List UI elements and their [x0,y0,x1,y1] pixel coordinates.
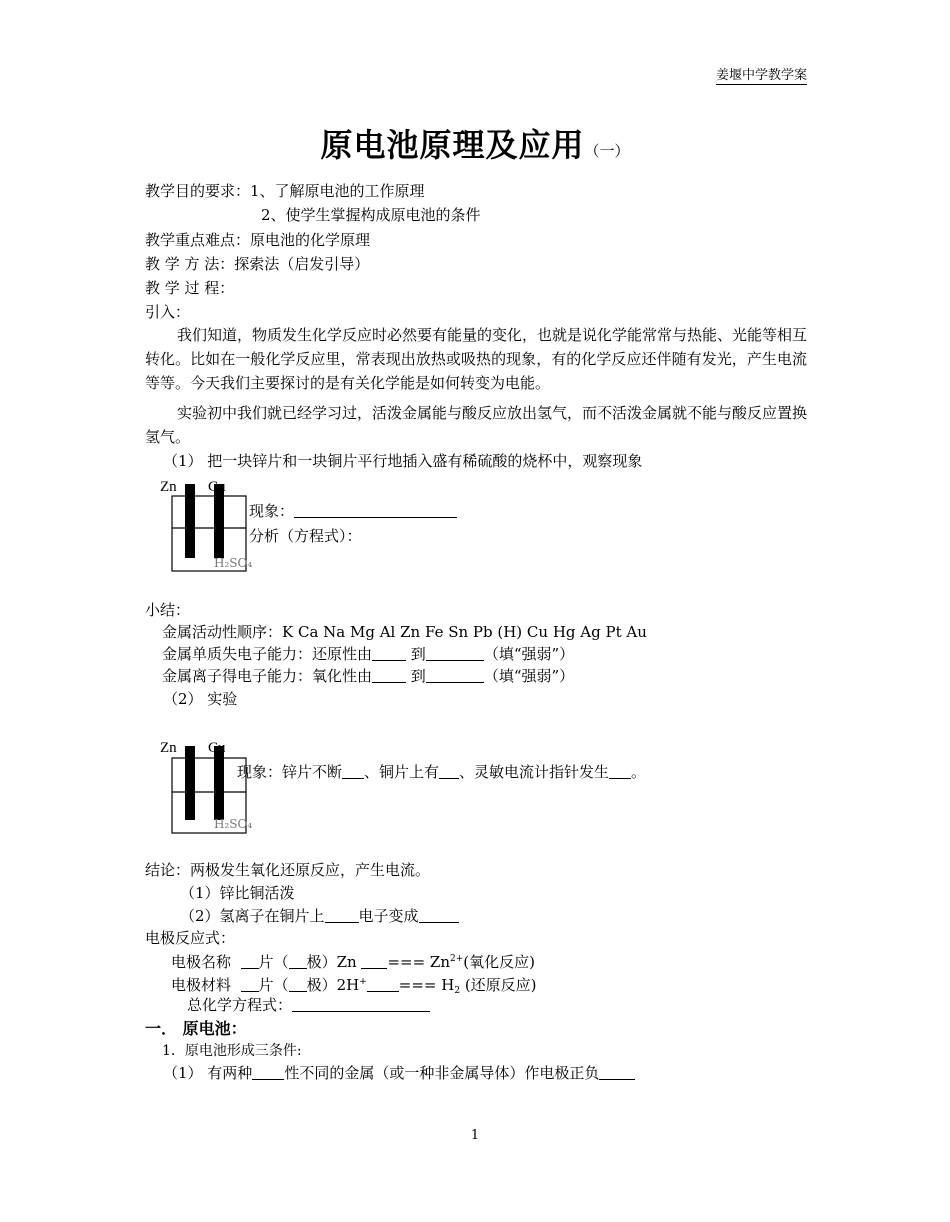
electrode-name-blank-2[interactable] [289,953,307,969]
phenomenon-blank[interactable] [294,502,457,518]
zinc-label: Zn [160,479,177,495]
title-sub: （一） [584,142,630,160]
summary-label: 小结： [145,601,191,619]
phenomenon-line-2: 现象：锌片不断 、铜片上有 、灵敏电流计指针发生 。 [237,763,647,781]
teaching-method: 教 学 方 法：探索法（启发引导） [145,255,370,273]
title-main: 原电池原理及应用 [320,126,585,164]
zinc-label-2: Zn [160,740,177,756]
electrode-mat-blank-1[interactable] [241,976,259,992]
oxidizing-blank-2[interactable] [426,667,484,683]
phen2-blank-3[interactable] [609,763,631,779]
reducing-blank-2[interactable] [426,645,484,661]
total-equation-line: 总化学方程式： [187,995,430,1015]
electrode-mat-blank-2[interactable] [289,976,307,992]
document-header: 姜堰中学教学案 [715,68,807,83]
electrode-mat-blank-3[interactable] [367,976,399,992]
experiment-2-text: （2） 实验 [163,690,238,708]
conclusion-item-2: （2）氢离子在铜片上 电子变成 [180,906,459,926]
intro-paragraph-1: 我们知道，物质发生化学反应时必然要有能量的变化，也就是说化学能常常与热能、光能等相互转化。比如在一般化学反应里，常表现出放热或吸热的现象，有的化学反应还伴随有发光，产生电流等等。今天我们主要探讨的是有关化学能是如何转变为电能。 [145,326,808,392]
conclusion-blank-2[interactable] [419,907,459,923]
electrode-label: 电极反应式： [145,929,236,947]
phenomenon-line-1: 现象： [249,501,457,521]
electrode-name-blank-1[interactable] [241,953,259,969]
condition-1-blank-2[interactable] [599,1064,635,1080]
total-equation-blank[interactable] [292,996,430,1012]
acid-label: H₂SO₄ [214,556,253,570]
copper-label-2: Cu [208,740,226,756]
acid-label-2: H₂SO₄ [214,817,253,831]
conclusion-item-1: （1）锌比铜活泼 [180,884,295,902]
oxidizing-ability-line: 金属离子得电子能力：氧化性由 到 （填“强弱”） [162,667,575,685]
section-1-heading: 一． 原电池： [145,1019,247,1038]
copper-label: Cu [208,479,226,495]
condition-1-blank-1[interactable] [252,1064,284,1080]
experiment-1-text: （1） 把一块锌片和一块铜片平行地插入盛有稀硫酸的烧杯中，观察现象 [163,452,643,470]
page-number: 1 [470,1128,480,1143]
electrode-name-line: 电极名称 片（ 极）Zn === $Zn^{2+}$(氧化反应) [171,953,536,971]
conditions-title: 1．原电池形成三条件: [162,1043,302,1059]
intro-paragraph-2: 实验初中我们就已经学习过，活泼金属能与酸反应放出氢气，而不活泼金属就不能与酸反应置换氢气。 [145,404,808,446]
electrode-name-blank-3[interactable] [361,953,387,969]
electrode-material-line: 电极材料 片（ 极）2H+ === $H_2$ (还原反应) [171,976,537,996]
conclusion-blank-1[interactable] [325,907,359,923]
analysis-line: 分析（方程式）： [249,527,362,545]
page-title [0,120,950,166]
key-points: 教学重点难点：原电池的化学原理 [145,231,371,249]
teaching-process: 教 学 过 程： [145,279,235,297]
condition-1: （1） 有两种 性不同的金属（或一种非金属导体）作电极正负 [163,1063,635,1083]
phen2-blank-1[interactable] [342,763,364,779]
phen2-blank-2[interactable] [439,763,459,779]
beaker-diagram-2 [158,738,268,848]
objectives-line1: 教学目的要求：1、了解原电池的工作原理 [145,182,425,200]
conclusion-text: 结论：两极发生氧化还原反应，产生电流。 [145,861,431,879]
reducing-ability-line: 金属单质失电子能力：还原性由 到 （填“强弱”） [162,645,575,663]
oxidizing-blank-1[interactable] [372,667,406,683]
objectives-line2: 2、使学生掌握构成原电池的条件 [261,206,481,224]
reducing-blank-1[interactable] [372,645,406,661]
activity-series: 金属活动性顺序：K Ca Na Mg Al Zn Fe Sn Pb (H) Cu Hg Ag Pt Au [162,623,647,641]
intro-label: 引入： [145,303,191,321]
